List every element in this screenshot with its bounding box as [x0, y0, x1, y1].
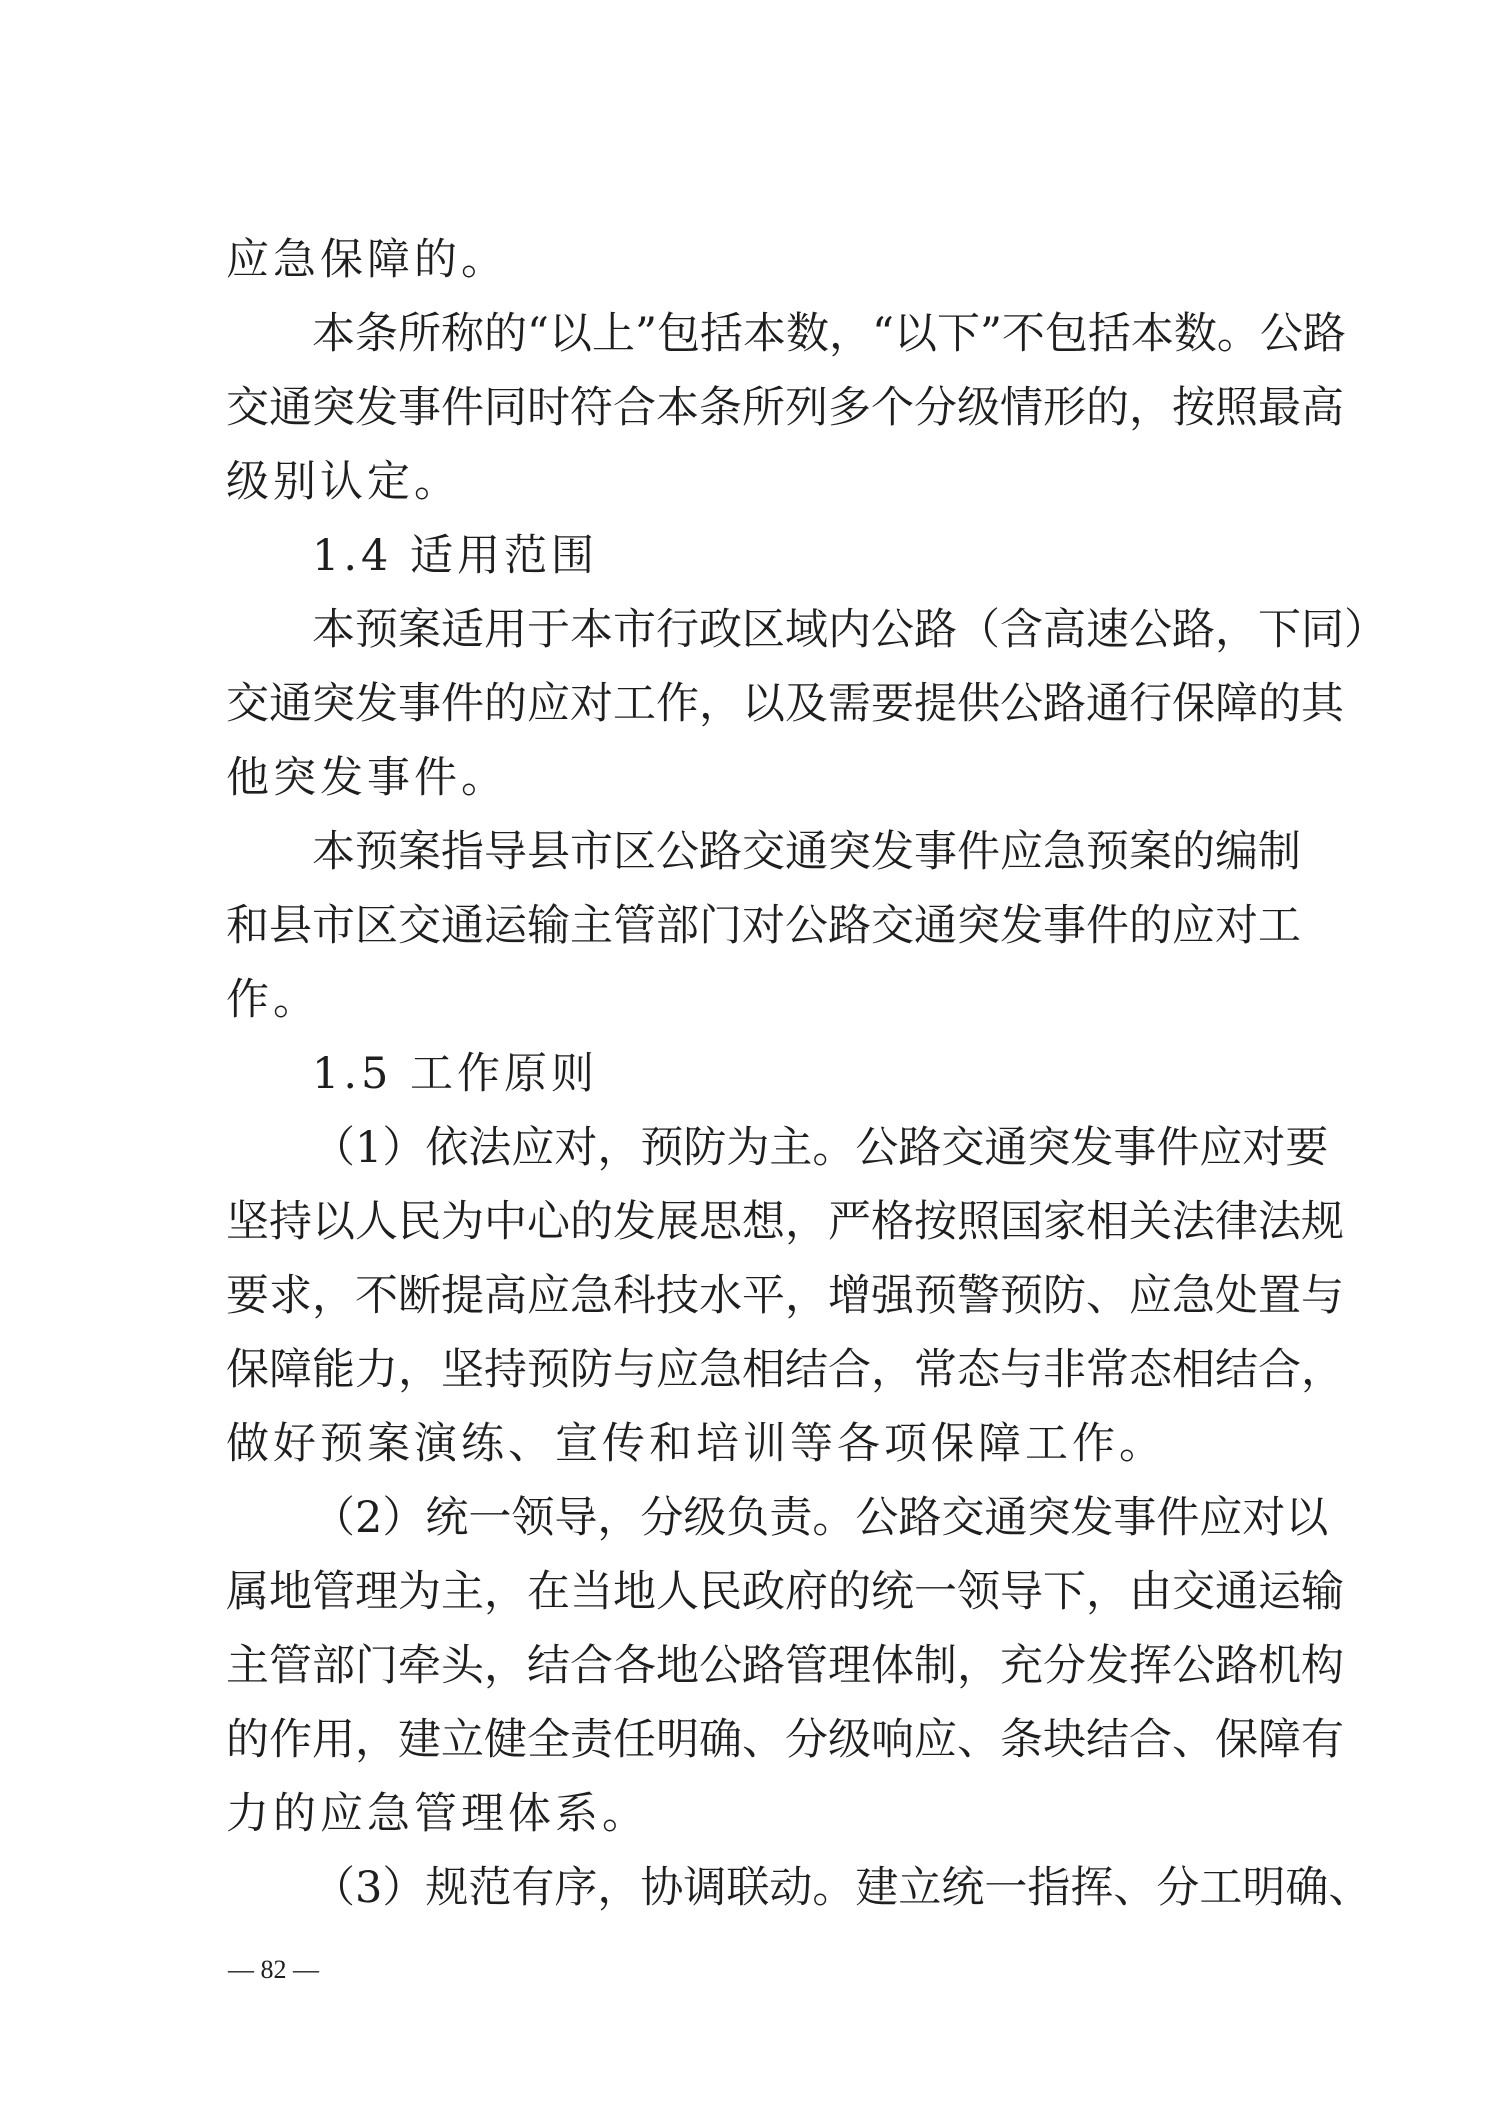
text-line: 保障能力，坚持预防与应急相结合，常态与非常态相结合， — [226, 1345, 1344, 1395]
text-line: 本预案指导县市区公路交通突发事件应急预案的编制 — [312, 827, 1301, 877]
text-line: 力的应急管理体系。 — [226, 1789, 649, 1839]
text-line: （3）规范有序，协调联动。建立统一指挥、分工明确、 — [312, 1863, 1372, 1913]
text-line: （2）统一领导，分级负责。公路交通突发事件应对以 — [312, 1493, 1329, 1543]
text-line: 主管部门牵头，结合各地公路管理体制，充分发挥公路机构 — [226, 1641, 1344, 1691]
text-line: 的作用，建立健全责任明确、分级响应、条块结合、保障有 — [226, 1715, 1344, 1765]
section-heading-1-4: 1.4 适用范围 — [312, 531, 599, 581]
section-heading-1-5: 1.5 工作原则 — [312, 1049, 599, 1099]
text-line: （1）依法应对，预防为主。公路交通突发事件应对要 — [312, 1123, 1329, 1173]
text-line: 坚持以人民为中心的发展思想，严格按照国家相关法律法规 — [226, 1197, 1344, 1247]
text-line: 级别认定。 — [226, 457, 461, 507]
page-number: — 82 — — [228, 1955, 319, 1984]
text-line: 他突发事件。 — [226, 753, 508, 803]
text-line: 应急保障的。 — [226, 235, 508, 285]
text-line: 和县市区交通运输主管部门对公路交通突发事件的应对工 — [226, 901, 1301, 951]
text-line: 作。 — [226, 975, 320, 1025]
text-line: 属地管理为主，在当地人民政府的统一领导下，由交通运输 — [226, 1567, 1344, 1617]
text-line: 交通突发事件同时符合本条所列多个分级情形的，按照最高 — [226, 383, 1344, 433]
text-line: 交通突发事件的应对工作，以及需要提供公路通行保障的其 — [226, 679, 1344, 729]
text-line: 做好预案演练、宣传和培训等各项保障工作。 — [226, 1419, 1166, 1469]
text-line: 要求，不断提高应急科技水平，增强预警预防、应急处置与 — [226, 1271, 1344, 1321]
text-line: 本条所称的“以上”包括本数，“以下”不包括本数。公路 — [312, 309, 1346, 359]
text-line: 本预案适用于本市行政区域内公路（含高速公路，下同） — [312, 605, 1387, 655]
